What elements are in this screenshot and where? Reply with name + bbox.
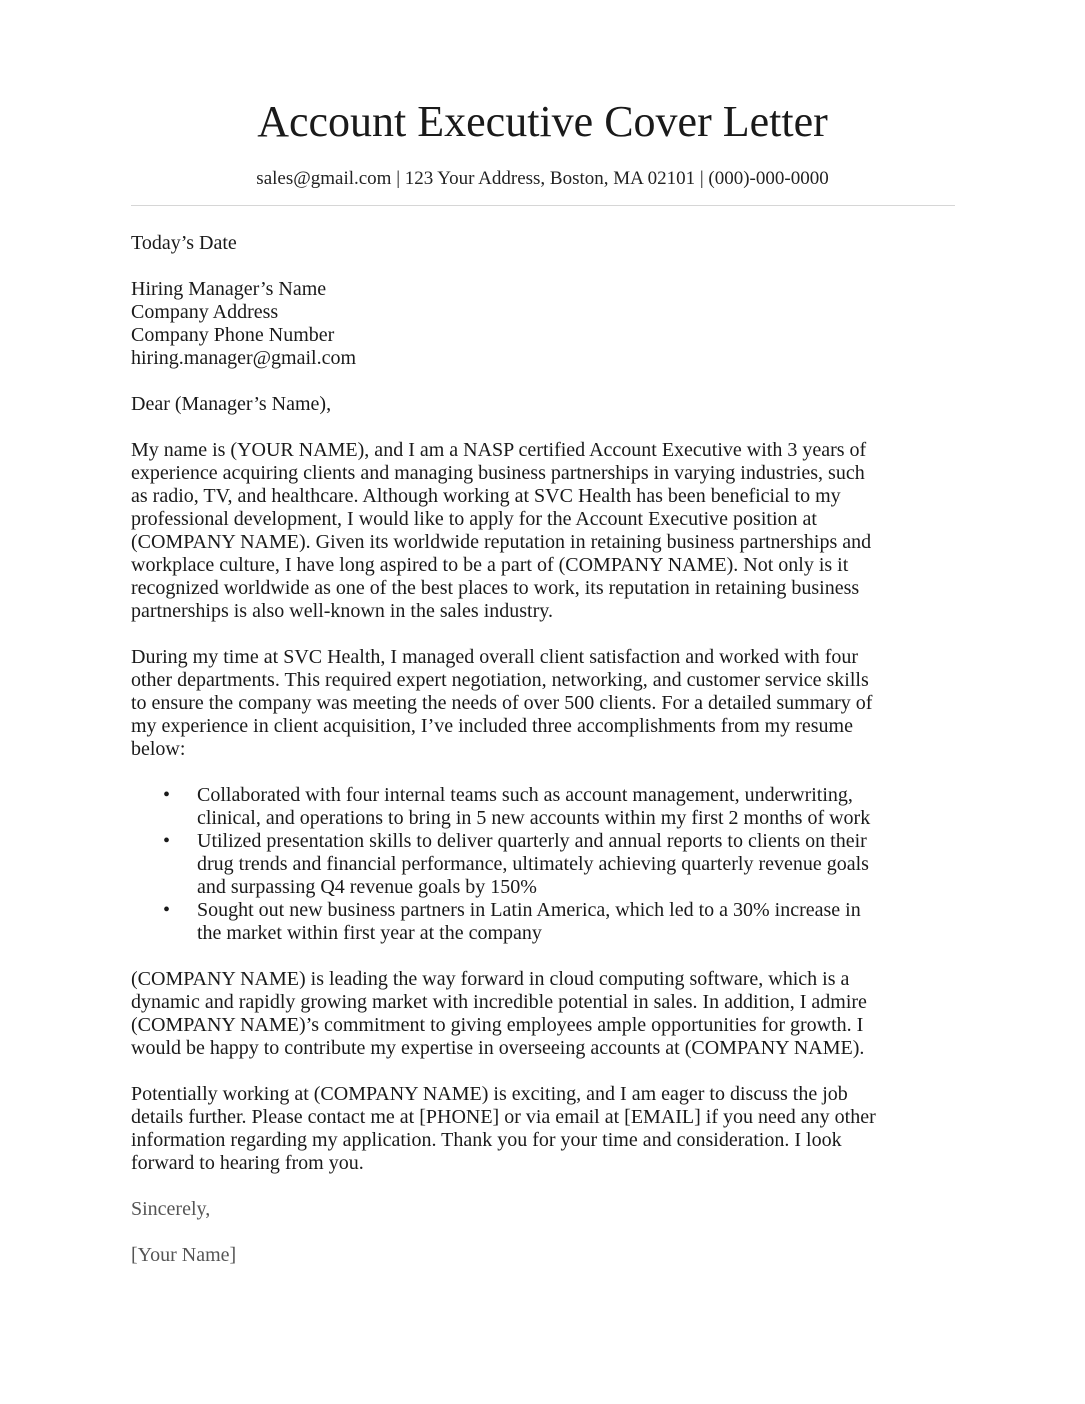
recipient-address: Company Address (131, 301, 279, 323)
paragraph-line: forward to hearing from you. (131, 1152, 364, 1174)
recipient-block (131, 278, 955, 370)
paragraph-intro (131, 439, 955, 623)
list-item (131, 830, 955, 899)
list-item-line: drug trends and financial performance, ultimately achieving quarterly revenue goals (197, 853, 869, 875)
bullet-icon: • (163, 830, 171, 852)
letter-date: Today’s Date (131, 232, 237, 254)
paragraph-company (131, 968, 955, 1060)
header-divider (131, 205, 955, 206)
paragraph-line: experience acquiring clients and managing business partnerships in varying industries, such (131, 462, 865, 484)
paragraph-line: professional development, I would like to apply for the Account Executive position at (131, 508, 817, 530)
paragraph-line: my experience in client acquisition, I’ve included three accomplishments from my resume (131, 715, 853, 737)
paragraph-line: information regarding my application. Thank you for your time and consideration. I look (131, 1129, 842, 1151)
list-item-line: Sought out new business partners in Latin America, which led to a 30% increase in (197, 899, 861, 921)
salutation: Dear (Manager’s Name), (131, 393, 332, 415)
list-item-line: Collaborated with four internal teams such as account management, underwriting, (197, 784, 853, 806)
signature-name: [Your Name] (131, 1244, 237, 1266)
closing-phrase: Sincerely, (131, 1198, 211, 1220)
document-title: Account Executive Cover Letter (257, 97, 828, 146)
paragraph-closing (131, 1083, 955, 1175)
list-item-line: Utilized presentation skills to deliver quarterly and annual reports to clients on their (197, 830, 867, 852)
paragraph-line: (COMPANY NAME). Given its worldwide reputation in retaining business partnerships and (131, 531, 872, 553)
list-item-line: clinical, and operations to bring in 5 new accounts within my first 2 months of work (197, 807, 871, 829)
list-item-line: the market within first year at the company (197, 922, 542, 944)
paragraph-line: (COMPANY NAME) is leading the way forward in cloud computing software, which is a (131, 968, 850, 990)
recipient-phone: Company Phone Number (131, 324, 335, 346)
paragraph-line: other departments. This required expert negotiation, networking, and customer service skills (131, 669, 869, 691)
paragraph-line: My name is (YOUR NAME), and I am a NASP certified Account Executive with 3 years of (131, 439, 867, 461)
paragraph-line: During my time at SVC Health, I managed overall client satisfaction and worked with four (131, 646, 859, 668)
list-item (131, 899, 955, 945)
letter-body (131, 232, 955, 1267)
recipient-email: hiring.manager@gmail.com (131, 347, 357, 369)
paragraph-line: details further. Please contact me at [PHONE] or via email at [EMAIL] if you need any other (131, 1106, 876, 1128)
paragraph-line: partnerships is also well-known in the sales industry. (131, 600, 553, 622)
paragraph-line: below: (131, 738, 186, 760)
bullet-icon: • (163, 784, 171, 806)
bullet-icon: • (163, 899, 171, 921)
accomplishments-list (131, 784, 955, 945)
paragraph-line: dynamic and rapidly growing market with incredible potential in sales. In addition, I admire (131, 991, 867, 1013)
paragraph-line: (COMPANY NAME)’s commitment to giving employees ample opportunities for growth. I (131, 1014, 864, 1036)
recipient-name: Hiring Manager’s Name (131, 278, 327, 300)
list-item-line: and surpassing Q4 revenue goals by 150% (197, 876, 537, 898)
paragraph-line: as radio, TV, and healthcare. Although working at SVC Health has been beneficial to my (131, 485, 841, 507)
paragraph-line: recognized worldwide as one of the best places to work, its reputation in retaining business (131, 577, 860, 599)
list-item (131, 784, 955, 830)
paragraph-line: to ensure the company was meeting the needs of over 500 clients. For a detailed summary of (131, 692, 873, 714)
paragraph-line: would be happy to contribute my expertise in overseeing accounts at (COMPANY NAME). (131, 1037, 865, 1059)
contact-line: sales@gmail.com | 123 Your Address, Boston, MA 02101 | (000)-000-0000 (256, 168, 829, 189)
paragraph-line: Potentially working at (COMPANY NAME) is exciting, and I am eager to discuss the job (131, 1083, 848, 1105)
paragraph-experience (131, 646, 955, 761)
paragraph-line: workplace culture, I have long aspired to be a part of (COMPANY NAME). Not only is it (131, 554, 849, 576)
